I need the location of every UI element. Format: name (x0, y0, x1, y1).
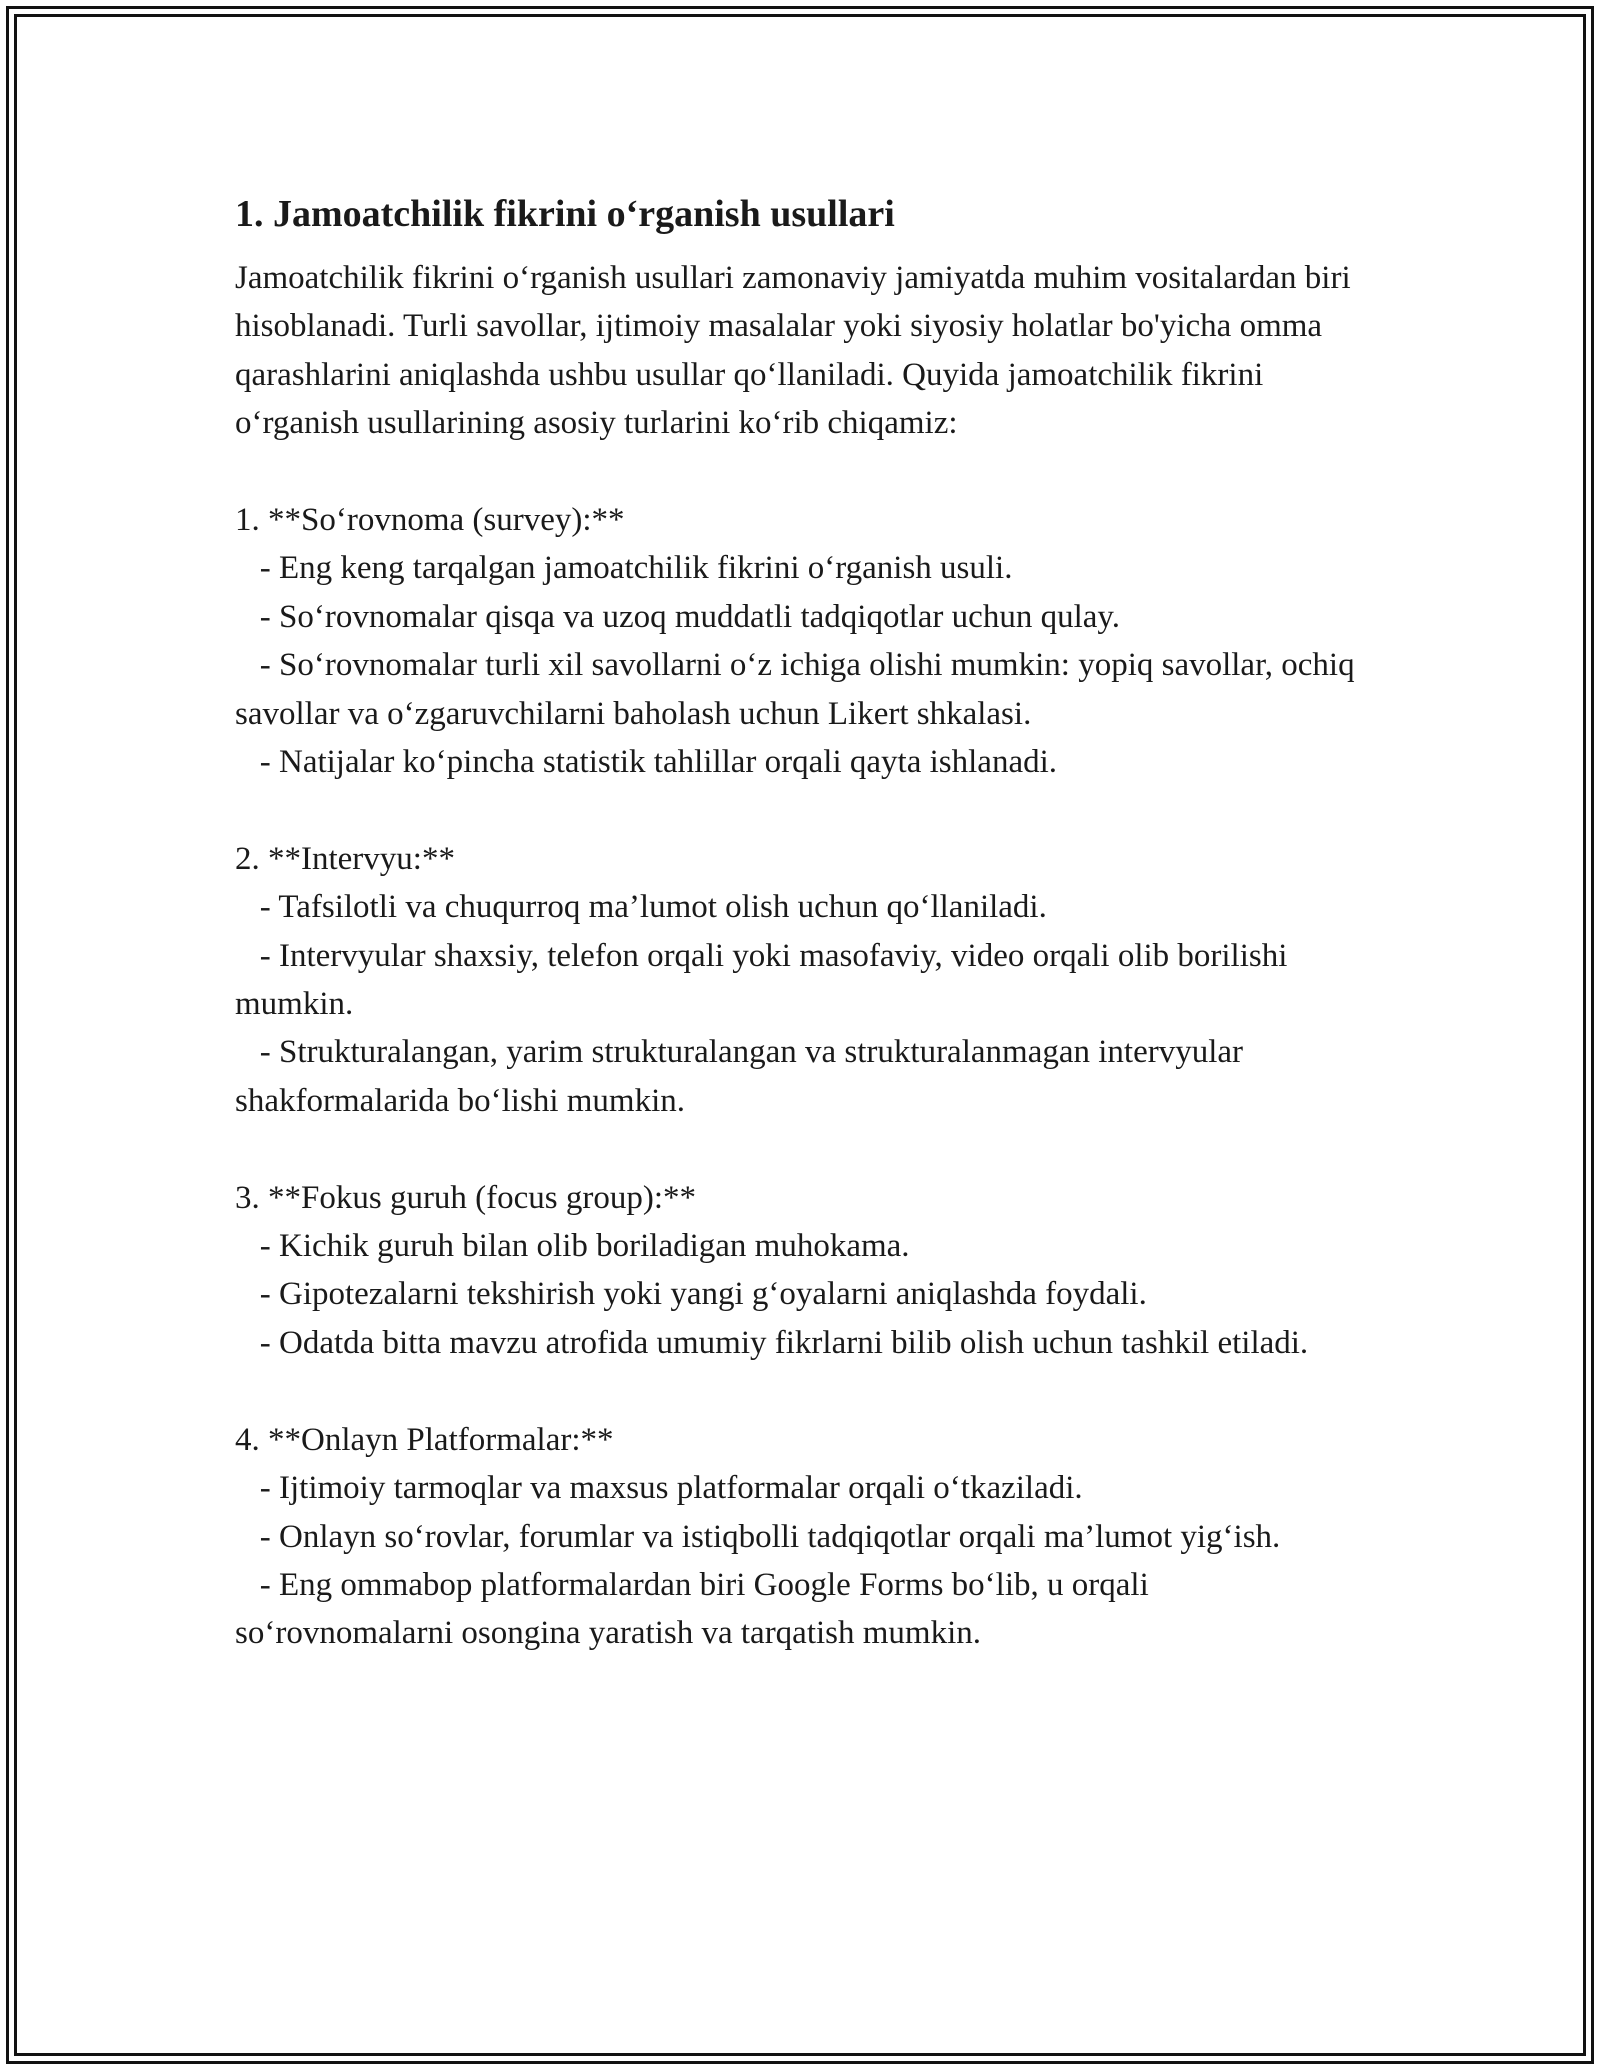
section-heading: 1. **So‘rovnoma (survey):** (235, 502, 625, 539)
section-heading: 4. **Onlayn Platformalar:** (235, 1421, 614, 1458)
section-focus-group (235, 1174, 1375, 1368)
list-item: - Intervyular shaxsiy, telefon orqali yoki masofaviy, video orqali olib borilishi mumkin. (235, 937, 1296, 1023)
list-item: - Eng ommabop platformalardan biri Google Forms bo‘lib, u orqali so‘rovnomalarni osongina yaratish va tarqatish mumkin. (235, 1566, 1157, 1652)
section-interview (235, 835, 1375, 1125)
section-heading: 2. **Intervyu:** (235, 840, 455, 877)
intro-paragraph: Jamoatchilik fikrini o‘rganish usullari zamonaviy jamiyatda muhim vositalardan biri hisoblanadi. Turli savollar, ijtimoiy masalalar yoki siyosiy holatlar bo'yicha omma qarashlarini aniqlashda ushbu usullar qo‘llaniladi. Quyida jamoatchilik fikrini o‘rganish usullarining asosiy turlarini ko‘rib chiqamiz: (235, 260, 1359, 442)
section-online-platforms (235, 1416, 1375, 1658)
page-title: 1. Jamoatchilik fikrini o‘rganish usullari (235, 193, 895, 235)
section-survey (235, 496, 1375, 786)
list-item: - Ijtimoiy tarmoqlar va maxsus platformalar orqali o‘tkaziladi. (235, 1470, 1083, 1507)
list-item: - Onlayn so‘rovlar, forumlar va istiqbolli tadqiqotlar orqali ma’lumot yig‘ish. (235, 1518, 1281, 1555)
list-item: - Eng keng tarqalgan jamoatchilik fikrini o‘rganish usuli. (235, 550, 1013, 587)
section-heading: 3. **Fokus guruh (focus group):** (235, 1179, 697, 1216)
list-item: - Strukturalangan, yarim strukturalangan va strukturalanmagan intervyular shakformalarida bo‘lishi mumkin. (235, 1034, 1252, 1119)
document-body (235, 186, 1375, 1658)
list-item: - Gipotezalarni tekshirish yoki yangi g‘oyalarni aniqlashda foydali. (235, 1276, 1147, 1313)
list-item: - Natijalar ko‘pincha statistik tahlillar orqali qayta ishlanadi. (235, 744, 1058, 781)
list-item: - So‘rovnomalar turli xil savollarni o‘z ichiga olishi mumkin: yopiq savollar, ochiq savollar va o‘zgaruvchilarni baholash uchun Likert shkalasi. (235, 647, 1363, 732)
list-item: - Tafsilotli va chuqurroq ma’lumot olish uchun qo‘llaniladi. (235, 889, 1047, 926)
list-item: - Odatda bitta mavzu atrofida umumiy fikrlarni bilib olish uchun tashkil etiladi. (235, 1324, 1309, 1361)
list-item: - So‘rovnomalar qisqa va uzoq muddatli tadqiqotlar uchun qulay. (235, 598, 1120, 635)
list-item: - Kichik guruh bilan olib boriladigan muhokama. (235, 1228, 910, 1265)
